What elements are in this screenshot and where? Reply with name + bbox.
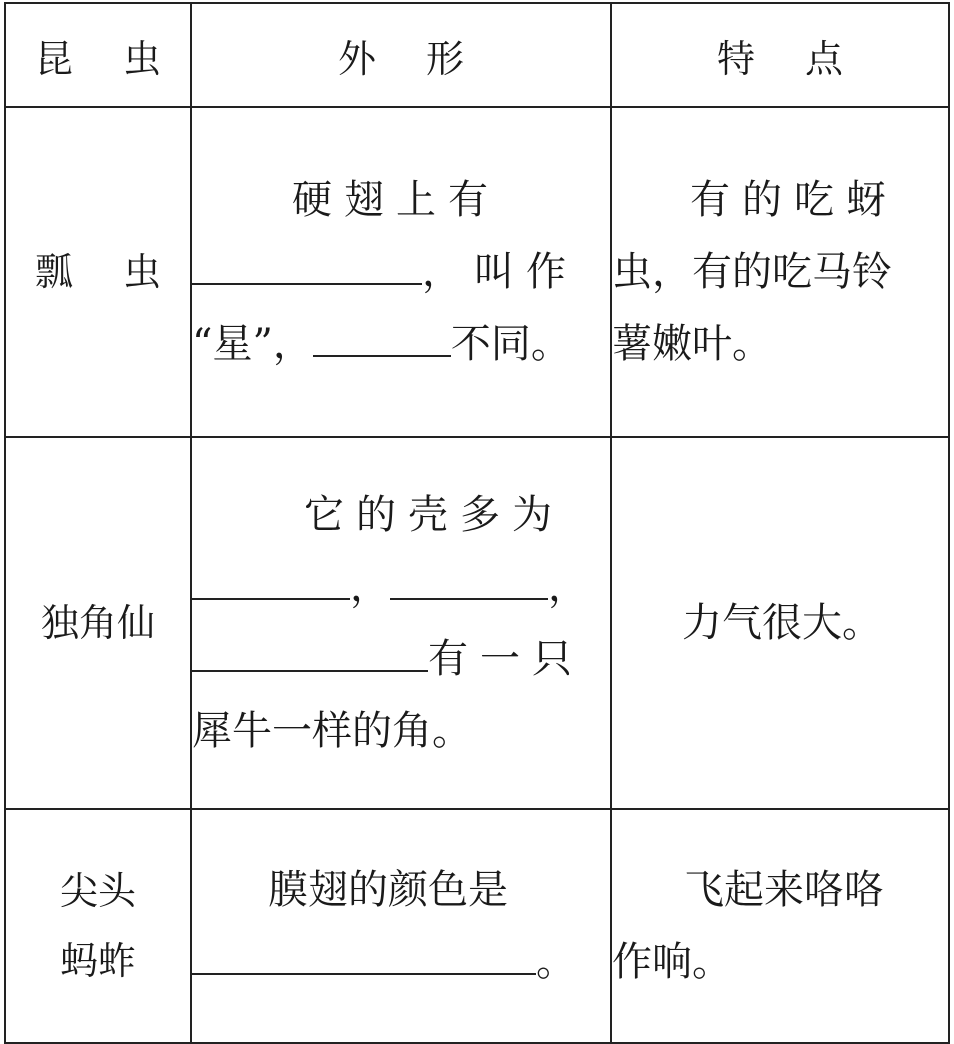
insect-table — [4, 2, 950, 1044]
feature-line: 力气很大。 — [682, 600, 882, 646]
fill-blank[interactable] — [313, 325, 451, 357]
table-row — [5, 437, 949, 809]
fill-blank[interactable] — [192, 640, 428, 672]
appearance-cell-rhino-beetle — [191, 437, 611, 809]
table-header-row — [5, 3, 949, 107]
appearance-cell-ladybug — [191, 107, 611, 437]
feature-cell-grasshopper — [611, 809, 949, 1043]
appearance-cell-grasshopper — [191, 809, 611, 1043]
appearance-line: ，叫作 — [192, 236, 610, 308]
table-row — [5, 107, 949, 437]
feature-line: 有的吃蚜 — [690, 177, 898, 223]
appearance-line: “星”， 不同。 — [192, 321, 571, 367]
appearance-line: 有一只 — [192, 623, 610, 695]
feature-cell-ladybug — [611, 107, 949, 437]
fill-blank[interactable] — [192, 943, 536, 975]
insect-name-grasshopper: 尖头 蚂蚱 — [5, 809, 191, 1043]
fill-blank[interactable] — [192, 568, 350, 600]
feature-line: 飞起来咯咯 — [684, 867, 884, 913]
feature-line: 作响。 — [612, 939, 732, 985]
fill-blank[interactable] — [192, 253, 422, 285]
feature-cell-rhino-beetle — [611, 437, 949, 809]
feature-line: 虫，有的吃马铃 — [612, 249, 892, 295]
header-insect: 昆 虫 — [5, 3, 191, 107]
fill-blank[interactable] — [390, 568, 548, 600]
appearance-line: ， ， — [192, 551, 610, 623]
appearance-line: 犀牛一样的角。 — [192, 708, 472, 754]
feature-line: 薯嫩叶。 — [612, 321, 772, 367]
appearance-line: 膜翅的颜色是 — [268, 867, 508, 913]
insect-name-ladybug: 瓢 虫 — [5, 107, 191, 437]
header-appearance: 外 形 — [191, 3, 611, 107]
appearance-line: 硬翅上有 — [292, 177, 500, 223]
header-feature: 特 点 — [611, 3, 949, 107]
table-row — [5, 809, 949, 1043]
insect-name-rhino-beetle: 独角仙 — [5, 437, 191, 809]
appearance-line: 。 — [192, 926, 610, 998]
appearance-line: 它的壳多为 — [304, 492, 564, 538]
